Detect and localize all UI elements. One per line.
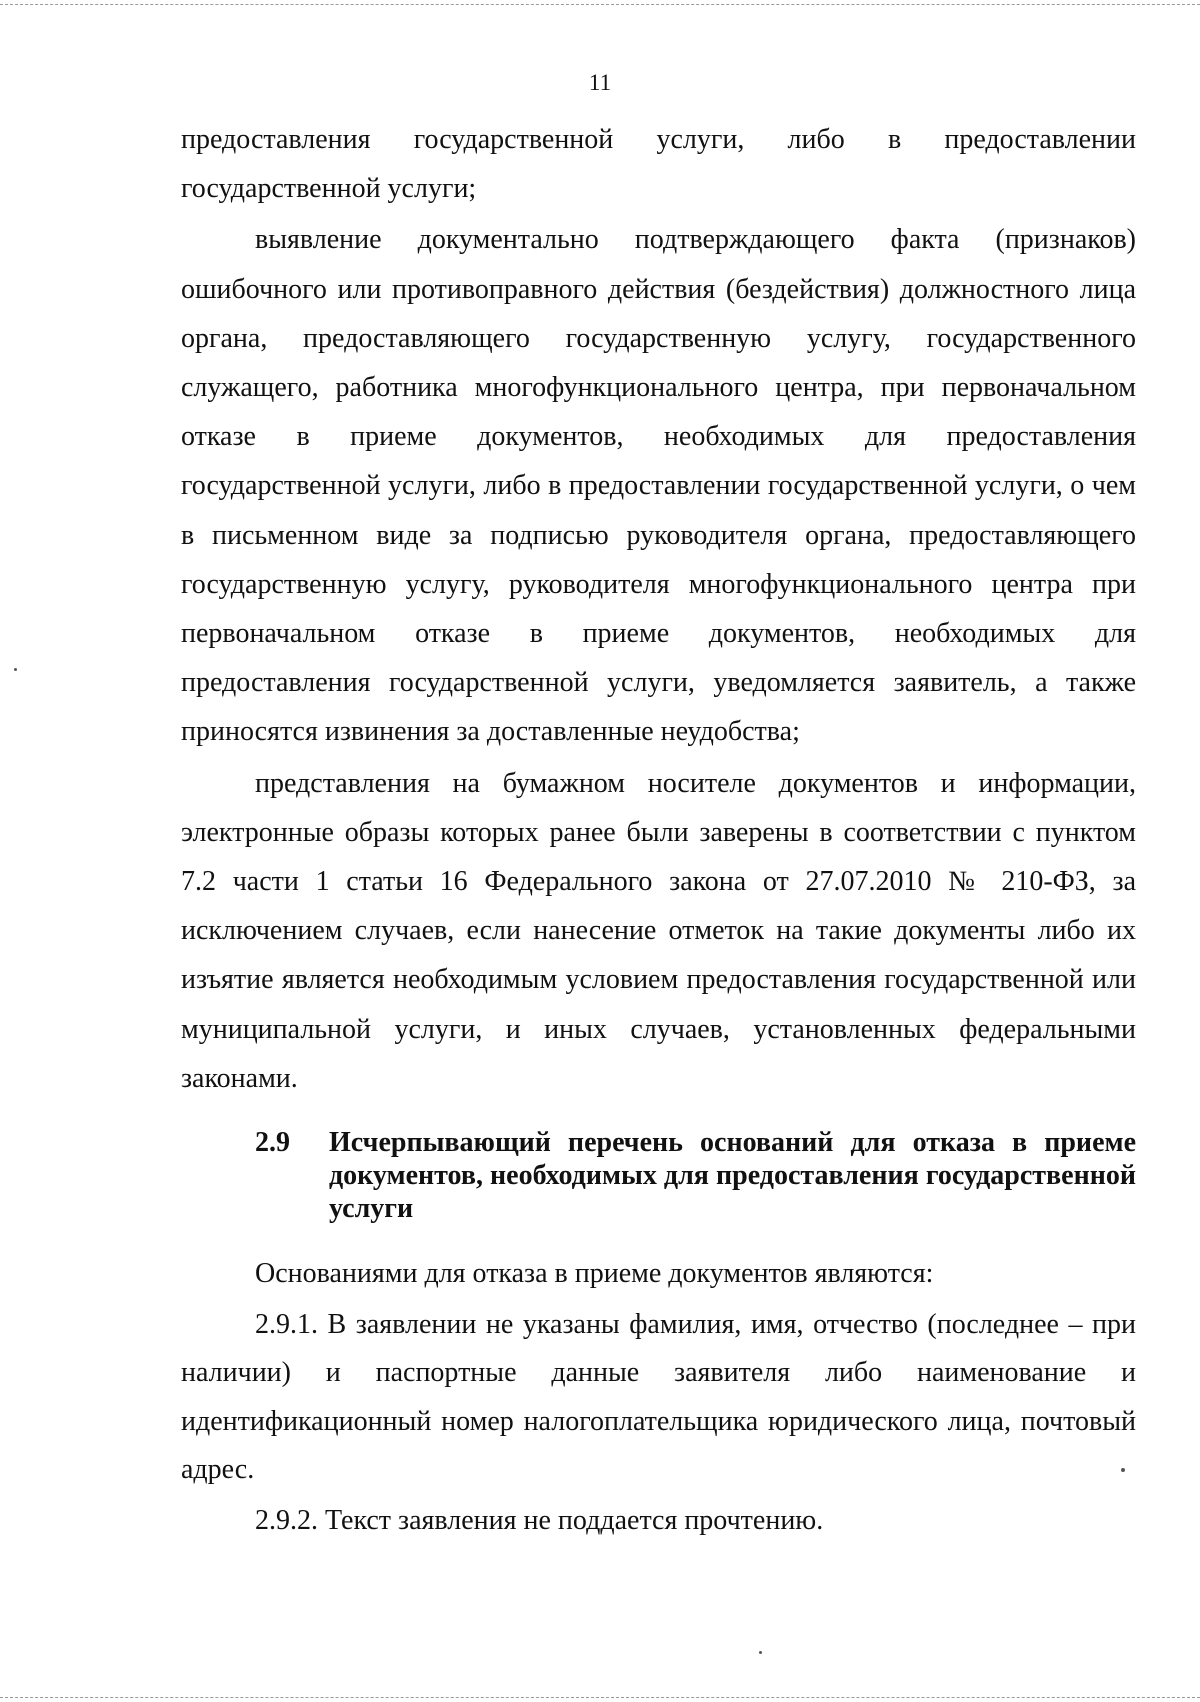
scan-speck [759, 1651, 762, 1654]
scan-edge-bottom [0, 1697, 1200, 1698]
paragraph-grounds-intro: Основаниями для отказа в приеме документов являются: [255, 1258, 934, 1289]
body-text-bottom [181, 1250, 1136, 1545]
page-number: 11 [588, 70, 612, 95]
section-title: Исчерпывающий перечень оснований для отказа в приеме документов, необходимых для предоставления государственной услуги [329, 1127, 1136, 1224]
scan-speck [14, 668, 17, 671]
section-number: 2.9 [255, 1127, 290, 1158]
paragraph-continuation: предоставления государственной услуги, либо в предоставлении государственной услуги; [181, 124, 1136, 205]
scan-speck [1121, 1468, 1125, 1472]
paragraph-2-9-2: 2.9.2. Текст заявления не поддается прочтению. [255, 1504, 824, 1536]
paragraph-2-9-1: 2.9.1. В заявлении не указаны фамилия, имя, отчество (последнее – при наличии) и паспортные данные заявителя либо наименование и идентификационный номер налогоплательщика юридического лица, почтовый адрес. [181, 1308, 1136, 1485]
paragraph-paper-documents: представления на бумажном носителе документов и информации, электронные образы которых ранее были заверены в соответствии с пунктом 7.2 части 1 статьи 16 Федерального закона от 27.07.2010 № 210-ФЗ, за исключением случаев, если нанесение отметок на такие документы либо их изъятие является необходимым условием предоставления государственной или муниципальной услуги, и иных случаев, установленных федеральными законами. [181, 767, 1136, 1094]
section-heading [181, 1126, 1136, 1225]
body-text-top [181, 115, 1136, 1103]
scan-edge-top [0, 4, 1200, 5]
paragraph-refusal-notification: выявление документально подтверждающего факта (признаков) ошибочного или противоправного действия (бездействия) должностного лица органа, предоставляющего государственную услугу, государственного служащего, работника многофункционального центра, при первоначальном отказе в приеме документов, необходимых для предоставления государственной услуги, либо в предоставлении государственной услуги, о чем в письменном виде за подписью руководителя органа, предоставляющего государственную услугу, руководителя многофункционального центра при первоначальном отказе в приеме документов, необходимых для предоставления государственной услуги, уведомляется заявитель, а также приносятся извинения за доставленные неудобства; [181, 224, 1136, 748]
